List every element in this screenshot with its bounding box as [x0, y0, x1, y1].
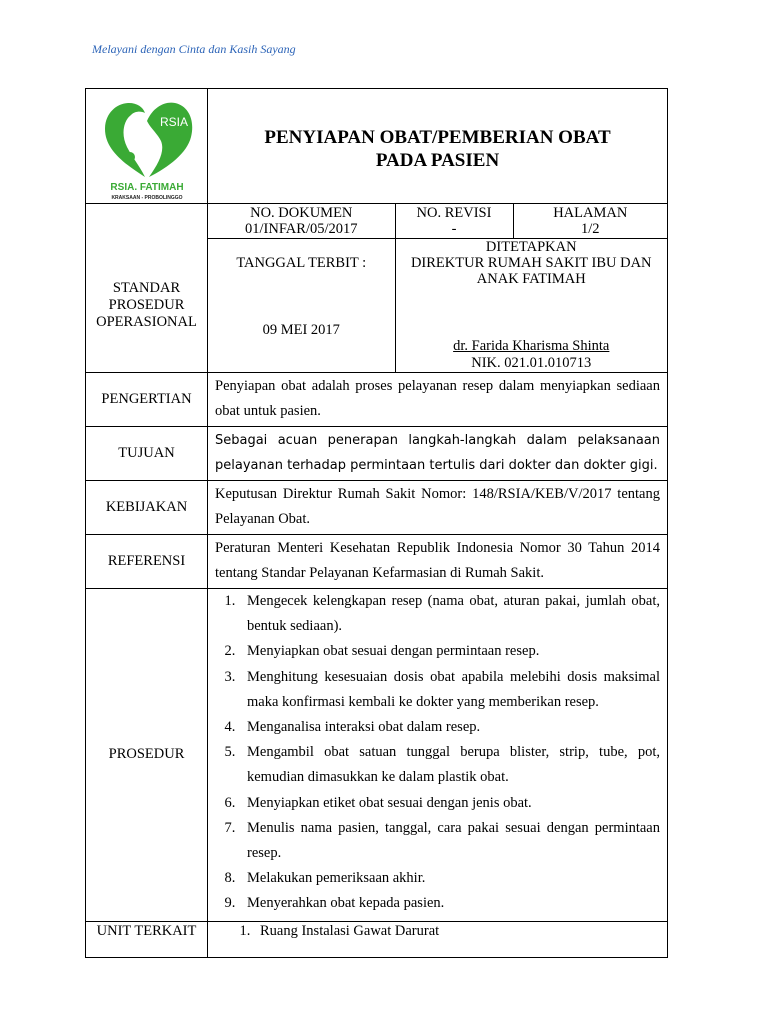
issue-date-value: 09 MEI 2017 [262, 322, 340, 338]
prosedur-step: 4. Menganalisa interaksi obat dalam resep. [239, 715, 660, 740]
prosedur-steps-list [208, 589, 667, 917]
sop-label-cell [86, 239, 208, 373]
tujuan-text: Sebagai acuan penerapan langkah-langkah dalam pelaksanaan pelayanan terhadap permintaan tertulis dari dokter dan dokter gigi. [208, 427, 668, 481]
meta-cell [208, 204, 668, 239]
unit-list [208, 923, 667, 940]
unit-row [86, 921, 668, 957]
page-cell [513, 204, 667, 238]
sop-label-line2: PROSEDUR [108, 296, 185, 313]
prosedur-row [86, 589, 668, 922]
mother-figure [132, 127, 150, 166]
issue-date-label: TANGGAL TERBIT : [236, 255, 367, 271]
meta-table [208, 204, 667, 238]
approval-row [86, 239, 668, 373]
unit-label: UNIT TERKAIT [86, 921, 208, 957]
prosedur-label: PROSEDUR [86, 589, 208, 922]
referensi-label: REFERENSI [86, 535, 208, 589]
tujuan-row [86, 427, 668, 481]
signatory-name: dr. Farida Kharisma Shinta [453, 338, 610, 354]
tujuan-label: TUJUAN [86, 427, 208, 481]
revision-cell [395, 204, 513, 238]
prosedur-step: 5. Mengambil obat satuan tunggal berupa blister, strip, tube, pot, kemudian dimasukkan ke dalam plastik obat. [239, 740, 660, 790]
logo-name: RSIA. FATIMAH [109, 182, 184, 193]
pengertian-label: PENGERTIAN [86, 373, 208, 427]
child-head [125, 152, 135, 162]
hospital-logo [95, 91, 199, 203]
logo-location: KRAKSAAN - PROBOLINGGO [110, 195, 183, 201]
logo-badge-text: RSIA [159, 115, 188, 129]
title-cell [208, 89, 668, 204]
unit-cell [208, 921, 668, 957]
doc-number-cell [208, 204, 395, 238]
prosedur-step: 3. Menghitung kesesuaian dosis obat apabila melebihi dosis maksimal maka konfirmasi kembali ke dokter yang memberikan resep. [239, 665, 660, 715]
prosedur-step: 8. Melakukan pemeriksaan akhir. [239, 866, 660, 891]
meta-left-blank [86, 204, 208, 239]
page-label: HALAMAN [553, 205, 628, 221]
document-title-line2: PADA PASIEN [375, 150, 500, 171]
page-value: 1/2 [580, 221, 600, 237]
prosedur-step: 6. Menyiapkan etiket obat sesuai dengan jenis obat. [239, 791, 660, 816]
title-row [86, 89, 668, 204]
referensi-row [86, 535, 668, 589]
referensi-text: Peraturan Menteri Kesehatan Republik Indonesia Nomor 30 Tahun 2014 tentang Standar Pelayanan Kefarmasian di Rumah Sakit. [208, 535, 668, 589]
pengertian-row [86, 373, 668, 427]
approved-by-cell [395, 239, 667, 372]
prosedur-step: 1. Mengecek kelengkapan resep (nama obat, aturan pakai, jumlah obat, bentuk sediaan). [239, 589, 660, 639]
document-title-line1: PENYIAPAN OBAT/PEMBERIAN OBAT [264, 127, 611, 148]
issue-date-cell [208, 239, 395, 372]
pengertian-text: Penyiapan obat adalah proses pelayanan resep dalam menyiapkan sediaan obat untuk pasien. [208, 373, 668, 427]
revision-value: - [451, 221, 457, 237]
kebijakan-text: Keputusan Direktur Rumah Sakit Nomor: 148/RSIA/KEB/V/2017 tentang Pelayanan Obat. [208, 481, 668, 535]
prosedur-step: 2. Menyiapkan obat sesuai dengan permintaan resep. [239, 639, 660, 664]
signatory-nik: NIK. 021.01.010713 [471, 355, 592, 371]
approval-cell [208, 239, 668, 373]
approved-line1: DITETAPKAN [485, 239, 577, 255]
approved-line3: ANAK FATIMAH [476, 271, 586, 287]
logo-cell [86, 89, 208, 204]
kebijakan-row [86, 481, 668, 535]
header-tagline: Melayani dengan Cinta dan Kasih Sayang [92, 42, 296, 56]
unit-item: 1. Ruang Instalasi Gawat Darurat [254, 923, 660, 940]
prosedur-step: 7. Menulis nama pasien, tanggal, cara pakai sesuai dengan permintaan resep. [239, 816, 660, 866]
meta-row [86, 204, 668, 239]
sop-table [85, 88, 668, 958]
sop-label-line3: OPERASIONAL [96, 313, 197, 330]
kebijakan-label: KEBIJAKAN [86, 481, 208, 535]
sop-label-line1: STANDAR [112, 279, 181, 296]
approved-line2: DIREKTUR RUMAH SAKIT IBU DAN [410, 255, 652, 271]
revision-label: NO. REVISI [416, 205, 492, 221]
doc-number-label: NO. DOKUMEN [250, 205, 353, 221]
doc-number-value: 01/INFAR/05/2017 [244, 221, 358, 237]
approval-table [208, 239, 667, 372]
prosedur-cell [208, 589, 668, 922]
prosedur-step: 9. Menyerahkan obat kepada pasien. [239, 891, 660, 916]
